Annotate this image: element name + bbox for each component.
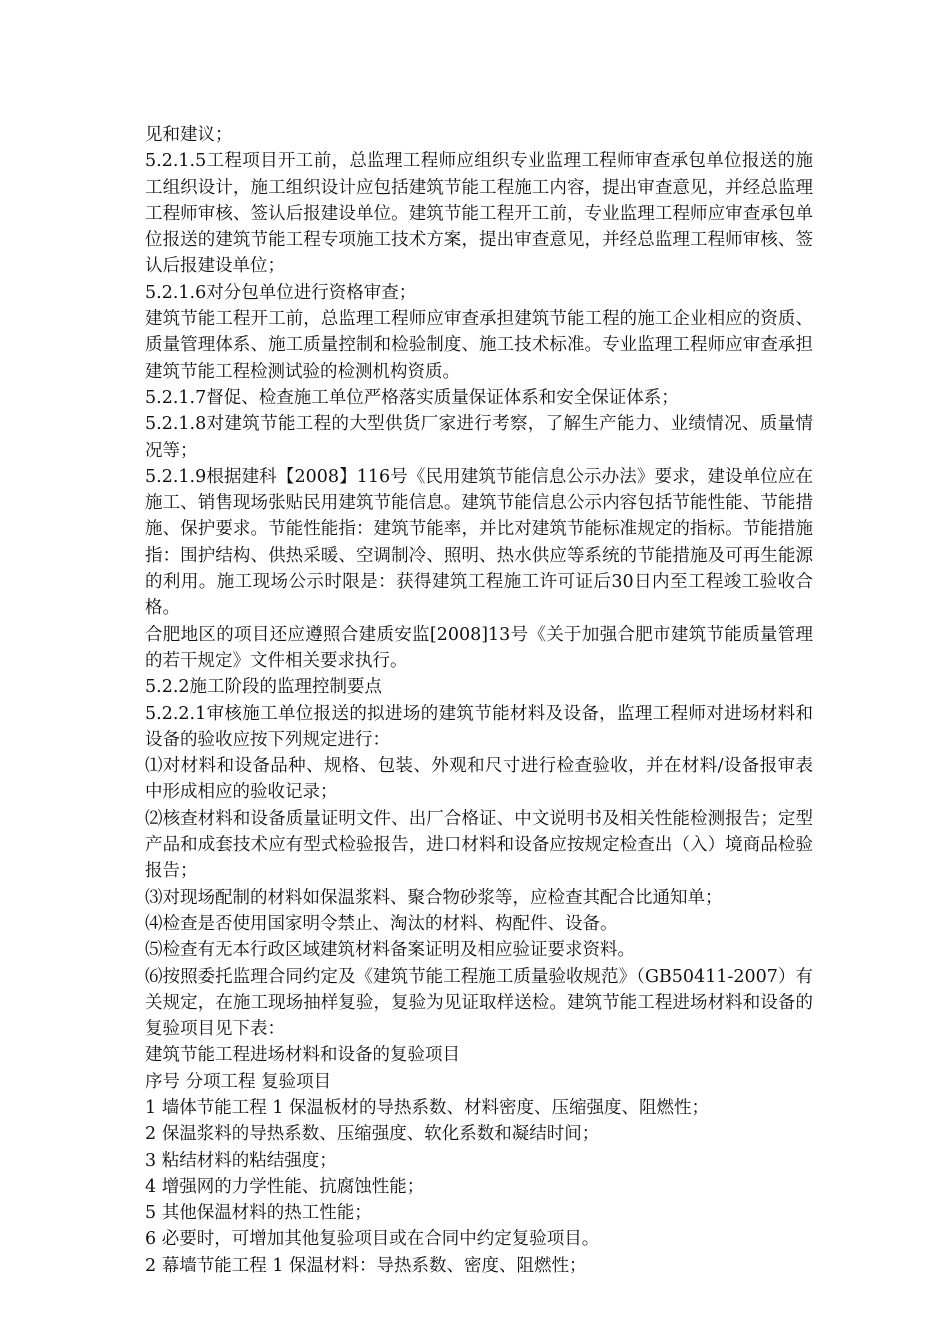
list-item: ⑶对现场配制的材料如保温浆料、聚合物砂浆等，应检查其配合比通知单； <box>145 887 723 908</box>
list-item: ⑴对材料和设备品种、规格、包装、外观和尺寸进行检查验收，并在材料/设备报审表中形成相应的验收记录； <box>145 756 813 803</box>
list-item: ⑷检查是否使用国家明令禁止、淘汰的材料、构配件、设备。 <box>145 913 618 934</box>
paragraph: 5.2.1.9根据建科【2008】116号《民用建筑节能信息公示办法》要求，建设单位应在施工、销售现场张贴民用建筑节能信息。建筑节能信息公示内容包括节能性能、节能措施、保护要求。节能性能指：建筑节能率，并比对建筑节能标准规定的指标。节能措施指：围护结构、供热采暖、空调制冷、照明、热水供应等系统的节能措施及可再生能源的利用。施工现场公示时限是：获得建筑工程施工许可证后30日内至工程竣工验收合格。 <box>145 466 813 619</box>
paragraph: 合肥地区的项目还应遵照合建质安监[2008]13号《关于加强合肥市建筑节能质量管理的若干规定》文件相关要求执行。 <box>145 624 813 671</box>
table-header: 序号 分项工程 复验项目 <box>145 1071 332 1092</box>
document-body <box>145 122 813 1279</box>
list-item: ⑸检查有无本行政区域建筑材料备案证明及相应验证要求资料。 <box>145 940 635 961</box>
list-item: ⑵核查材料和设备质量证明文件、出厂合格证、中文说明书及相关性能检测报告；定型产品和成套技术应有型式检验报告，进口材料和设备应按规定检查出（入）境商品检验报告； <box>145 808 813 882</box>
paragraph: 5.2.1.5工程项目开工前，总监理工程师应组织专业监理工程师审查承包单位报送的施工组织设计，施工组织设计应包括建筑节能工程施工内容，提出审查意见，并经总监理工程师审核、签认后报建设单位。建筑节能工程开工前，专业监理工程师应审查承包单位报送的建筑节能工程专项施工技术方案，提出审查意见，并经总监理工程师审核、签认后报建设单位； <box>145 151 813 277</box>
paragraph: 见和建议； <box>145 125 233 145</box>
table-row: 3 粘结材料的粘结强度； <box>145 1150 337 1171</box>
paragraph: 5.2.1.8对建筑节能工程的大型供货厂家进行考察，了解生产能力、业绩情况、质量情况等； <box>145 414 813 461</box>
table-row: 2 幕墙节能工程 1 保温材料：导热系数、密度、阻燃性； <box>145 1255 587 1276</box>
paragraph: 5.2.1.6对分包单位进行资格审查； <box>145 282 417 303</box>
paragraph: 5.2.2.1审核施工单位报送的拟进场的建筑节能材料及设备，监理工程师对进场材料和设备的验收应按下列规定进行： <box>145 703 813 750</box>
table-row: 5 其他保温材料的热工性能； <box>145 1203 372 1224</box>
table-row: 6 必要时，可增加其他复验项目或在合同中约定复验项目。 <box>145 1229 600 1250</box>
list-item: ⑹按照委托监理合同约定及《建筑节能工程施工质量验收规范》（GB50411-2007）有关规定，在施工现场抽样复验，复验为见证取样送检。建筑节能工程进场材料和设备的复验项目见下表： <box>145 966 813 1040</box>
paragraph: 建筑节能工程开工前，总监理工程师应审查承担建筑节能工程的施工企业相应的资质、质量管理体系、施工质量控制和检验制度、施工技术标准。专业监理工程师应审查承担建筑节能工程检测试验的检测机构资质。 <box>145 309 813 382</box>
table-row: 4 增强网的力学性能、抗腐蚀性能； <box>145 1176 425 1197</box>
table-row: 1 墙体节能工程 1 保温板材的导热系数、材料密度、压缩强度、阻燃性； <box>145 1097 709 1118</box>
table-title: 建筑节能工程进场材料和设备的复验项目 <box>145 1045 460 1066</box>
table-row: 2 保温浆料的导热系数、压缩强度、软化系数和凝结时间； <box>145 1124 600 1145</box>
section-heading: 5.2.2施工阶段的监理控制要点 <box>145 677 383 698</box>
paragraph: 5.2.1.7督促、检查施工单位严格落实质量保证体系和安全保证体系； <box>145 387 679 408</box>
